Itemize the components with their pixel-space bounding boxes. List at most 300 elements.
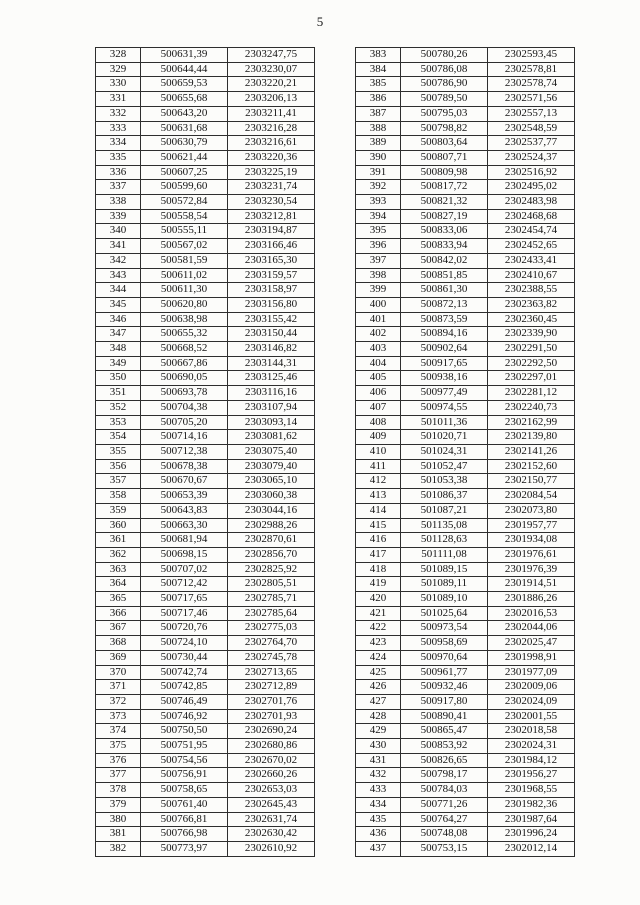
y-coordinate-cell: 2302764,70	[228, 636, 315, 651]
y-coordinate-cell: 2302825,92	[228, 562, 315, 577]
x-coordinate-cell: 500789,50	[401, 92, 488, 107]
coordinates-table-right	[355, 47, 575, 857]
table-row	[96, 92, 315, 107]
y-coordinate-cell: 2303060,38	[228, 489, 315, 504]
y-coordinate-cell: 2303211,41	[228, 106, 315, 121]
point-number-cell: 388	[356, 121, 401, 136]
table-row	[96, 827, 315, 842]
point-number-cell: 353	[96, 415, 141, 430]
point-number-cell: 391	[356, 165, 401, 180]
table-row	[96, 371, 315, 386]
point-number-cell: 330	[96, 77, 141, 92]
table-row	[96, 459, 315, 474]
point-number-cell: 393	[356, 195, 401, 210]
point-number-cell: 360	[96, 518, 141, 533]
point-number-cell: 407	[356, 400, 401, 415]
x-coordinate-cell: 500659,53	[141, 77, 228, 92]
y-coordinate-cell: 2302281,12	[488, 386, 575, 401]
y-coordinate-cell: 2302557,13	[488, 106, 575, 121]
y-coordinate-cell: 2302785,71	[228, 592, 315, 607]
table-row	[96, 165, 315, 180]
x-coordinate-cell: 500833,06	[401, 224, 488, 239]
y-coordinate-cell: 2302339,90	[488, 327, 575, 342]
point-number-cell: 329	[96, 62, 141, 77]
table-row	[96, 533, 315, 548]
x-coordinate-cell: 500611,30	[141, 283, 228, 298]
table-row	[96, 709, 315, 724]
point-number-cell: 333	[96, 121, 141, 136]
table-row	[96, 606, 315, 621]
x-coordinate-cell: 500784,03	[401, 783, 488, 798]
table-row	[96, 503, 315, 518]
point-number-cell: 364	[96, 577, 141, 592]
x-coordinate-cell: 500746,92	[141, 709, 228, 724]
y-coordinate-cell: 2303212,81	[228, 209, 315, 224]
y-coordinate-cell: 2303079,40	[228, 459, 315, 474]
point-number-cell: 351	[96, 386, 141, 401]
x-coordinate-cell: 500712,38	[141, 444, 228, 459]
point-number-cell: 414	[356, 503, 401, 518]
point-number-cell: 413	[356, 489, 401, 504]
y-coordinate-cell: 2302388,55	[488, 283, 575, 298]
x-coordinate-cell: 501089,15	[401, 562, 488, 577]
point-number-cell: 405	[356, 371, 401, 386]
point-number-cell: 411	[356, 459, 401, 474]
point-number-cell: 357	[96, 474, 141, 489]
x-coordinate-cell: 500961,77	[401, 665, 488, 680]
y-coordinate-cell: 2302701,76	[228, 694, 315, 709]
point-number-cell: 359	[96, 503, 141, 518]
x-coordinate-cell: 500865,47	[401, 724, 488, 739]
x-coordinate-cell: 500678,38	[141, 459, 228, 474]
y-coordinate-cell: 2302856,70	[228, 547, 315, 562]
y-coordinate-cell: 2301914,51	[488, 577, 575, 592]
y-coordinate-cell: 2301934,08	[488, 533, 575, 548]
table-row	[356, 547, 575, 562]
x-coordinate-cell: 500873,59	[401, 312, 488, 327]
point-number-cell: 383	[356, 48, 401, 63]
x-coordinate-cell: 500663,30	[141, 518, 228, 533]
y-coordinate-cell: 2302001,55	[488, 709, 575, 724]
x-coordinate-cell: 500890,41	[401, 709, 488, 724]
x-coordinate-cell: 500861,30	[401, 283, 488, 298]
point-number-cell: 344	[96, 283, 141, 298]
point-number-cell: 392	[356, 180, 401, 195]
table-row	[356, 165, 575, 180]
table-row	[356, 224, 575, 239]
table-row	[356, 739, 575, 754]
x-coordinate-cell: 500717,65	[141, 592, 228, 607]
y-coordinate-cell: 2303194,87	[228, 224, 315, 239]
y-coordinate-cell: 2302680,86	[228, 739, 315, 754]
x-coordinate-cell: 500742,74	[141, 665, 228, 680]
x-coordinate-cell: 500974,55	[401, 400, 488, 415]
table-row	[96, 77, 315, 92]
x-coordinate-cell: 500670,67	[141, 474, 228, 489]
y-coordinate-cell: 2302785,64	[228, 606, 315, 621]
table-row	[356, 92, 575, 107]
table-row	[96, 489, 315, 504]
y-coordinate-cell: 2303166,46	[228, 239, 315, 254]
point-number-cell: 416	[356, 533, 401, 548]
y-coordinate-cell: 2302524,37	[488, 150, 575, 165]
x-coordinate-cell: 500572,84	[141, 195, 228, 210]
point-number-cell: 348	[96, 342, 141, 357]
x-coordinate-cell: 500667,86	[141, 356, 228, 371]
y-coordinate-cell: 2302016,53	[488, 606, 575, 621]
table-row	[356, 768, 575, 783]
y-coordinate-cell: 2303150,44	[228, 327, 315, 342]
y-coordinate-cell: 2301998,91	[488, 650, 575, 665]
x-coordinate-cell: 500766,98	[141, 827, 228, 842]
x-coordinate-cell: 500681,94	[141, 533, 228, 548]
point-number-cell: 408	[356, 415, 401, 430]
point-number-cell: 345	[96, 297, 141, 312]
point-number-cell: 401	[356, 312, 401, 327]
point-number-cell: 386	[356, 92, 401, 107]
point-number-cell: 426	[356, 680, 401, 695]
point-number-cell: 418	[356, 562, 401, 577]
x-coordinate-cell: 500917,65	[401, 356, 488, 371]
table-row	[356, 297, 575, 312]
x-coordinate-cell: 500751,95	[141, 739, 228, 754]
table-row	[96, 665, 315, 680]
table-row	[96, 121, 315, 136]
y-coordinate-cell: 2302653,03	[228, 783, 315, 798]
table-row	[356, 680, 575, 695]
x-coordinate-cell: 500748,08	[401, 827, 488, 842]
point-number-cell: 342	[96, 253, 141, 268]
table-row	[356, 371, 575, 386]
point-number-cell: 400	[356, 297, 401, 312]
point-number-cell: 367	[96, 621, 141, 636]
point-number-cell: 380	[96, 812, 141, 827]
x-coordinate-cell: 500620,80	[141, 297, 228, 312]
y-coordinate-cell: 2303216,28	[228, 121, 315, 136]
table-row	[356, 694, 575, 709]
point-number-cell: 343	[96, 268, 141, 283]
table-row	[96, 283, 315, 298]
table-row	[96, 342, 315, 357]
x-coordinate-cell: 500750,50	[141, 724, 228, 739]
x-coordinate-cell: 501025,64	[401, 606, 488, 621]
point-number-cell: 420	[356, 592, 401, 607]
y-coordinate-cell: 2303247,75	[228, 48, 315, 63]
y-coordinate-cell: 2303156,80	[228, 297, 315, 312]
y-coordinate-cell: 2302483,98	[488, 195, 575, 210]
table-row	[96, 312, 315, 327]
table-row	[356, 709, 575, 724]
y-coordinate-cell: 2302012,14	[488, 841, 575, 856]
table-row	[356, 503, 575, 518]
table-row	[96, 150, 315, 165]
x-coordinate-cell: 501135,08	[401, 518, 488, 533]
y-coordinate-cell: 2303158,97	[228, 283, 315, 298]
y-coordinate-cell: 2302495,02	[488, 180, 575, 195]
y-coordinate-cell: 2302645,43	[228, 797, 315, 812]
x-coordinate-cell: 500894,16	[401, 327, 488, 342]
x-coordinate-cell: 500567,02	[141, 239, 228, 254]
y-coordinate-cell: 2303081,62	[228, 430, 315, 445]
table-row	[96, 430, 315, 445]
y-coordinate-cell: 2302297,01	[488, 371, 575, 386]
point-number-cell: 335	[96, 150, 141, 165]
point-number-cell: 410	[356, 444, 401, 459]
x-coordinate-cell: 500833,94	[401, 239, 488, 254]
table-row	[356, 474, 575, 489]
x-coordinate-cell: 501087,21	[401, 503, 488, 518]
x-coordinate-cell: 501089,11	[401, 577, 488, 592]
table-row	[356, 106, 575, 121]
y-coordinate-cell: 2301968,55	[488, 783, 575, 798]
table-row	[356, 518, 575, 533]
coordinates-table-left-body	[96, 48, 315, 857]
table-row	[356, 665, 575, 680]
point-number-cell: 363	[96, 562, 141, 577]
y-coordinate-cell: 2301996,24	[488, 827, 575, 842]
point-number-cell: 428	[356, 709, 401, 724]
point-number-cell: 381	[96, 827, 141, 842]
table-row	[356, 459, 575, 474]
point-number-cell: 423	[356, 636, 401, 651]
x-coordinate-cell: 501024,31	[401, 444, 488, 459]
y-coordinate-cell: 2302360,45	[488, 312, 575, 327]
point-number-cell: 331	[96, 92, 141, 107]
point-number-cell: 437	[356, 841, 401, 856]
y-coordinate-cell: 2302433,41	[488, 253, 575, 268]
point-number-cell: 382	[96, 841, 141, 856]
table-row	[96, 797, 315, 812]
y-coordinate-cell: 2301982,36	[488, 797, 575, 812]
point-number-cell: 412	[356, 474, 401, 489]
point-number-cell: 362	[96, 547, 141, 562]
point-number-cell: 430	[356, 739, 401, 754]
x-coordinate-cell: 500630,79	[141, 136, 228, 151]
x-coordinate-cell: 500631,39	[141, 48, 228, 63]
point-number-cell: 370	[96, 665, 141, 680]
point-number-cell: 371	[96, 680, 141, 695]
page-number: 5	[316, 14, 324, 29]
y-coordinate-cell: 2303125,46	[228, 371, 315, 386]
point-number-cell: 361	[96, 533, 141, 548]
point-number-cell: 346	[96, 312, 141, 327]
table-row	[356, 268, 575, 283]
x-coordinate-cell: 500973,54	[401, 621, 488, 636]
y-coordinate-cell: 2302578,74	[488, 77, 575, 92]
x-coordinate-cell: 500851,85	[401, 268, 488, 283]
x-coordinate-cell: 501128,63	[401, 533, 488, 548]
table-row	[356, 797, 575, 812]
point-number-cell: 421	[356, 606, 401, 621]
table-row	[96, 415, 315, 430]
point-number-cell: 394	[356, 209, 401, 224]
table-row	[96, 327, 315, 342]
point-number-cell: 425	[356, 665, 401, 680]
y-coordinate-cell: 2302162,99	[488, 415, 575, 430]
point-number-cell: 417	[356, 547, 401, 562]
table-row	[356, 253, 575, 268]
y-coordinate-cell: 2302712,89	[228, 680, 315, 695]
x-coordinate-cell: 500558,54	[141, 209, 228, 224]
point-number-cell: 374	[96, 724, 141, 739]
table-row	[356, 312, 575, 327]
point-number-cell: 368	[96, 636, 141, 651]
point-number-cell: 402	[356, 327, 401, 342]
x-coordinate-cell: 500653,39	[141, 489, 228, 504]
point-number-cell: 424	[356, 650, 401, 665]
table-row	[96, 106, 315, 121]
table-row	[356, 621, 575, 636]
point-number-cell: 431	[356, 753, 401, 768]
y-coordinate-cell: 2302468,68	[488, 209, 575, 224]
y-coordinate-cell: 2302363,82	[488, 297, 575, 312]
x-coordinate-cell: 500581,59	[141, 253, 228, 268]
point-number-cell: 404	[356, 356, 401, 371]
x-coordinate-cell: 500730,44	[141, 650, 228, 665]
table-row	[96, 694, 315, 709]
y-coordinate-cell: 2302291,50	[488, 342, 575, 357]
y-coordinate-cell: 2302805,51	[228, 577, 315, 592]
point-number-cell: 390	[356, 150, 401, 165]
table-row	[356, 562, 575, 577]
table-row	[356, 239, 575, 254]
point-number-cell: 377	[96, 768, 141, 783]
x-coordinate-cell: 500643,83	[141, 503, 228, 518]
y-coordinate-cell: 2302024,31	[488, 739, 575, 754]
y-coordinate-cell: 2303093,14	[228, 415, 315, 430]
x-coordinate-cell: 500817,72	[401, 180, 488, 195]
table-row	[356, 841, 575, 856]
x-coordinate-cell: 500917,80	[401, 694, 488, 709]
point-number-cell: 427	[356, 694, 401, 709]
table-row	[356, 753, 575, 768]
table-row	[96, 650, 315, 665]
y-coordinate-cell: 2303230,07	[228, 62, 315, 77]
x-coordinate-cell: 500780,26	[401, 48, 488, 63]
y-coordinate-cell: 2303231,74	[228, 180, 315, 195]
table-row	[96, 812, 315, 827]
x-coordinate-cell: 500872,13	[401, 297, 488, 312]
y-coordinate-cell: 2302713,65	[228, 665, 315, 680]
point-number-cell: 366	[96, 606, 141, 621]
point-number-cell: 433	[356, 783, 401, 798]
y-coordinate-cell: 2302516,92	[488, 165, 575, 180]
y-coordinate-cell: 2303216,61	[228, 136, 315, 151]
y-coordinate-cell: 2302610,92	[228, 841, 315, 856]
table-row	[96, 180, 315, 195]
table-row	[356, 489, 575, 504]
table-row	[96, 474, 315, 489]
table-row	[356, 180, 575, 195]
table-row	[356, 121, 575, 136]
x-coordinate-cell: 500798,82	[401, 121, 488, 136]
table-row	[96, 195, 315, 210]
x-coordinate-cell: 500655,68	[141, 92, 228, 107]
y-coordinate-cell: 2301976,61	[488, 547, 575, 562]
x-coordinate-cell: 500764,27	[401, 812, 488, 827]
table-row	[96, 48, 315, 63]
y-coordinate-cell: 2302073,80	[488, 503, 575, 518]
y-coordinate-cell: 2302690,24	[228, 724, 315, 739]
y-coordinate-cell: 2302084,54	[488, 489, 575, 504]
point-number-cell: 395	[356, 224, 401, 239]
point-number-cell: 375	[96, 739, 141, 754]
x-coordinate-cell: 500970,64	[401, 650, 488, 665]
point-number-cell: 399	[356, 283, 401, 298]
x-coordinate-cell: 500827,19	[401, 209, 488, 224]
table-row	[356, 195, 575, 210]
x-coordinate-cell: 500795,03	[401, 106, 488, 121]
y-coordinate-cell: 2303220,21	[228, 77, 315, 92]
y-coordinate-cell: 2302009,06	[488, 680, 575, 695]
y-coordinate-cell: 2301886,26	[488, 592, 575, 607]
table-row	[96, 783, 315, 798]
table-row	[356, 283, 575, 298]
point-number-cell: 338	[96, 195, 141, 210]
table-row	[356, 533, 575, 548]
point-number-cell: 403	[356, 342, 401, 357]
table-row	[96, 518, 315, 533]
point-number-cell: 341	[96, 239, 141, 254]
x-coordinate-cell: 500853,92	[401, 739, 488, 754]
y-coordinate-cell: 2302044,06	[488, 621, 575, 636]
y-coordinate-cell: 2301987,64	[488, 812, 575, 827]
point-number-cell: 349	[96, 356, 141, 371]
point-number-cell: 419	[356, 577, 401, 592]
table-row	[356, 606, 575, 621]
point-number-cell: 332	[96, 106, 141, 121]
y-coordinate-cell: 2302630,42	[228, 827, 315, 842]
x-coordinate-cell: 500693,78	[141, 386, 228, 401]
table-row	[356, 724, 575, 739]
table-row	[356, 400, 575, 415]
x-coordinate-cell: 501086,37	[401, 489, 488, 504]
y-coordinate-cell: 2303230,54	[228, 195, 315, 210]
table-row	[356, 209, 575, 224]
table-row	[356, 783, 575, 798]
x-coordinate-cell: 500707,02	[141, 562, 228, 577]
x-coordinate-cell: 500754,56	[141, 753, 228, 768]
table-row	[96, 386, 315, 401]
table-row	[96, 753, 315, 768]
x-coordinate-cell: 500638,98	[141, 312, 228, 327]
x-coordinate-cell: 500724,10	[141, 636, 228, 651]
x-coordinate-cell: 500668,52	[141, 342, 228, 357]
point-number-cell: 328	[96, 48, 141, 63]
table-row	[96, 621, 315, 636]
y-coordinate-cell: 2302024,09	[488, 694, 575, 709]
table-row	[356, 415, 575, 430]
table-row	[356, 62, 575, 77]
table-row	[96, 268, 315, 283]
point-number-cell: 378	[96, 783, 141, 798]
x-coordinate-cell: 501111,08	[401, 547, 488, 562]
table-row	[96, 356, 315, 371]
y-coordinate-cell: 2301984,12	[488, 753, 575, 768]
y-coordinate-cell: 2302150,77	[488, 474, 575, 489]
table-row	[356, 48, 575, 63]
point-number-cell: 358	[96, 489, 141, 504]
y-coordinate-cell: 2302988,26	[228, 518, 315, 533]
point-number-cell: 435	[356, 812, 401, 827]
point-number-cell: 372	[96, 694, 141, 709]
table-row	[356, 812, 575, 827]
table-row	[96, 768, 315, 783]
table-row	[356, 327, 575, 342]
x-coordinate-cell: 500631,68	[141, 121, 228, 136]
y-coordinate-cell: 2302571,56	[488, 92, 575, 107]
y-coordinate-cell: 2302452,65	[488, 239, 575, 254]
